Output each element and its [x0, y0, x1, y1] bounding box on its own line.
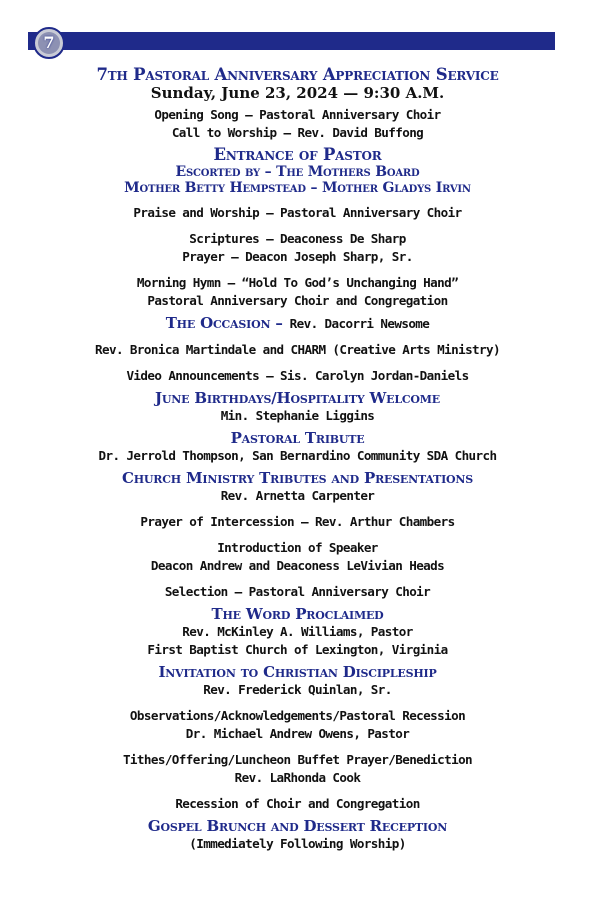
occasion-line: [0, 314, 595, 333]
morning-hymn: Morning Hymn — “Hold To God’s Unchanging Hand”: [136, 275, 459, 290]
service-date: Sunday, June 23, 2024 — 9:30 A.M.: [150, 84, 445, 102]
selection: Selection — Pastoral Anniversary Choir: [164, 584, 431, 599]
ministry-speaker: Rev. Arnetta Carpenter: [220, 488, 375, 503]
intro-by: Deacon Andrew and Deaconess LeVivian Heads: [150, 558, 445, 573]
observations-speaker: Dr. Michael Andrew Owens, Pastor: [185, 726, 410, 741]
prayer: Prayer — Deacon Joseph Sharp, Sr.: [182, 249, 413, 264]
program-content: [0, 66, 595, 853]
recession: Recession of Choir and Congregation: [175, 796, 420, 811]
header-bar: [28, 32, 555, 50]
birthdays-speaker: Min. Stephanie Liggins: [220, 408, 375, 423]
occasion-speaker: Rev. Dacorri Newsome: [282, 316, 430, 331]
brunch-note: (Immediately Following Worship): [189, 836, 406, 851]
mothers-heading: Mother Betty Hempstead – Mother Gladys Irvin: [124, 180, 471, 196]
praise-worship: Praise and Worship — Pastoral Anniversary Choir: [133, 205, 462, 220]
invitation-heading: Invitation to Christian Discipleship: [158, 663, 437, 681]
service-title: 7th Pastoral Anniversary Appreciation Service: [96, 65, 499, 84]
word-church: First Baptist Church of Lexington, Virginia: [147, 642, 448, 657]
hymn-performers: Pastoral Anniversary Choir and Congregation: [147, 293, 448, 308]
opening-song: Opening Song — Pastoral Anniversary Choir: [154, 107, 441, 122]
scriptures: Scriptures — Deaconess De Sharp: [189, 231, 406, 246]
word-speaker: Rev. McKinley A. Williams, Pastor: [182, 624, 413, 639]
tribute-heading: Pastoral Tribute: [230, 429, 365, 447]
invitation-speaker: Rev. Frederick Quinlan, Sr.: [203, 682, 392, 697]
birthdays-heading: June Birthdays/Hospitality Welcome: [155, 389, 440, 407]
call-to-worship: Call to Worship — Rev. David Buffong: [171, 125, 424, 140]
tithes-speaker: Rev. LaRhonda Cook: [234, 770, 361, 785]
occasion-heading: The Occasion –: [165, 314, 283, 332]
charm-line: Rev. Bronica Martindale and CHARM (Creative Arts Ministry): [95, 342, 500, 357]
intro-speaker: Introduction of Speaker: [217, 540, 378, 555]
tithes: Tithes/Offering/Luncheon Buffet Prayer/Benediction: [122, 752, 473, 767]
brunch-heading: Gospel Brunch and Dessert Reception: [147, 817, 448, 835]
intercession: Prayer of Intercession — Rev. Arthur Chambers: [140, 514, 455, 529]
entrance-heading: Entrance of Pastor: [213, 145, 382, 164]
escort-heading: Escorted by – The Mothers Board: [175, 164, 420, 180]
word-heading: The Word Proclaimed: [211, 605, 384, 623]
video-announcements: Video Announcements — Sis. Carolyn Jordan-Daniels: [126, 368, 469, 383]
observations: Observations/Acknowledgements/Pastoral Recession: [129, 708, 466, 723]
ministry-heading: Church Ministry Tributes and Presentations: [121, 469, 474, 487]
page-number: 7: [43, 33, 55, 52]
tribute-speaker: Dr. Jerrold Thompson, San Bernardino Community SDA Church: [98, 448, 497, 463]
